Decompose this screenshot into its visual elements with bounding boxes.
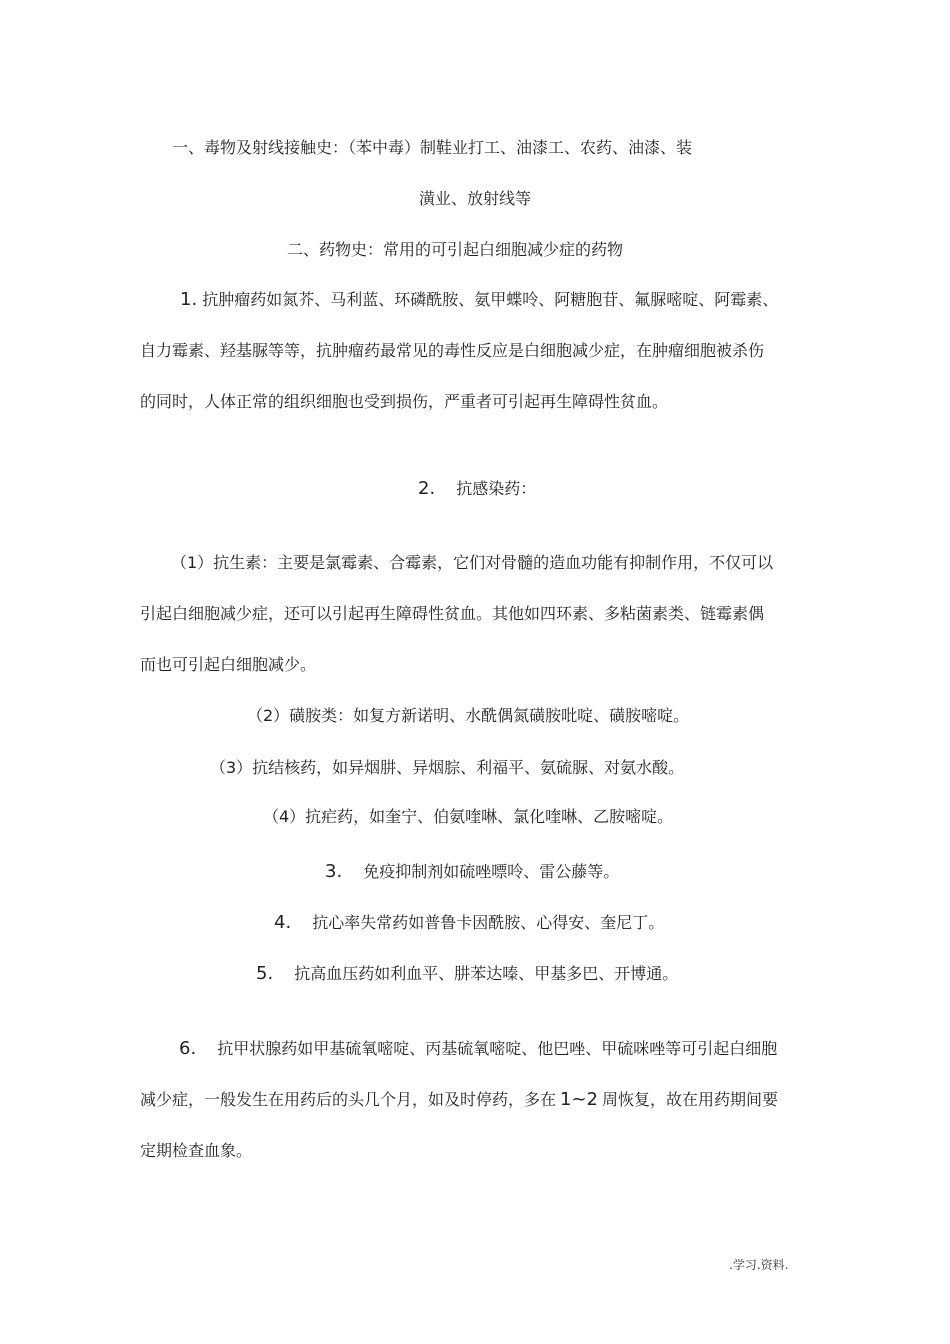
item6-text: 抗甲状腺药如甲基硫氧嘧啶、丙基硫氧嘧啶、他巴唑、甲硫咪唑等可引起白细胞 xyxy=(217,1039,778,1058)
item4-line xyxy=(274,912,664,934)
sub2-line: （2）磺胺类：如复方新诺明、水酰偶氮磺胺吡啶、磺胺嘧啶。 xyxy=(247,706,690,725)
item5-text: 抗高血压药如利血平、肼苯达嗪、甲基多巴、开博通。 xyxy=(294,964,679,983)
item1-line2: 自力霉素、羟基脲等等，抗肿瘤药最常见的毒性反应是白细胞减少症，在肿瘤细胞被杀伤 xyxy=(140,341,765,360)
item6-line2-pre: 减少症，一般发生在用药后的头几个月，如及时停药，多在 xyxy=(140,1090,557,1109)
section1-line2: 潢业、放射线等 xyxy=(419,189,532,208)
item2-title: 抗感染药： xyxy=(456,479,537,498)
sub3-line: （3）抗结核药，如异烟肼、异烟腙、利福平、氨硫脲、对氨水酸。 xyxy=(210,758,685,777)
sub1-line2: 引起白细胞减少症，还可以引起再生障碍性贫血。其他如四环素、多粘菌素类、链霉素偶 xyxy=(140,604,765,623)
item6-line2 xyxy=(140,1089,778,1111)
item2-number: 2. xyxy=(418,478,436,499)
sub1-line1: （1）抗生素：主要是氯霉素、合霉素，它们对骨髓的造血功能有抑制作用，不仅可以 xyxy=(171,553,774,572)
item3-text: 免疫抑制剂如硫唑嘌呤、雷公藤等。 xyxy=(363,862,620,881)
item1-text: 抗肿瘤药如氮芥、马利蓝、环磷酰胺、氨甲蝶呤、阿糖胞苷、氟脲嘧啶、阿霉素、 xyxy=(202,290,779,309)
item4-text: 抗心率失常药如普鲁卡因酰胺、心得安、奎尼丁。 xyxy=(312,913,665,932)
item6-line1 xyxy=(179,1038,777,1060)
item6-number: 6. xyxy=(179,1038,197,1059)
item6-line2-num: 1~2 xyxy=(560,1089,599,1110)
item6-line2-post: 周恢复，故在用药期间要 xyxy=(602,1090,779,1109)
item3-number: 3. xyxy=(325,861,343,882)
item5-line xyxy=(256,963,678,985)
item5-number: 5. xyxy=(256,963,274,984)
section2-title: 二、药物史：常用的可引起白细胞减少症的药物 xyxy=(287,240,624,259)
item6-line3: 定期检查血象。 xyxy=(140,1141,253,1160)
section1-line1: 一、毒物及射线接触史：（苯中毒）制鞋业打工、油漆工、农药、油漆、装 xyxy=(172,138,693,157)
sub1-line3: 而也可引起白细胞减少。 xyxy=(140,655,317,674)
sub4-line: （4）抗疟药，如奎宁、伯氨喹啉、氯化喹啉、乙胺嘧啶。 xyxy=(263,807,674,826)
item4-number: 4. xyxy=(274,912,292,933)
item1-line3: 的同时，人体正常的组织细胞也受到损伤，严重者可引起再生障碍性贫血。 xyxy=(140,392,669,411)
item2-heading xyxy=(418,478,536,500)
item1-number: 1. xyxy=(180,289,198,310)
page-footer: .学习.资料. xyxy=(729,1258,789,1272)
item1-line1 xyxy=(180,289,778,311)
item3-line xyxy=(325,861,619,883)
